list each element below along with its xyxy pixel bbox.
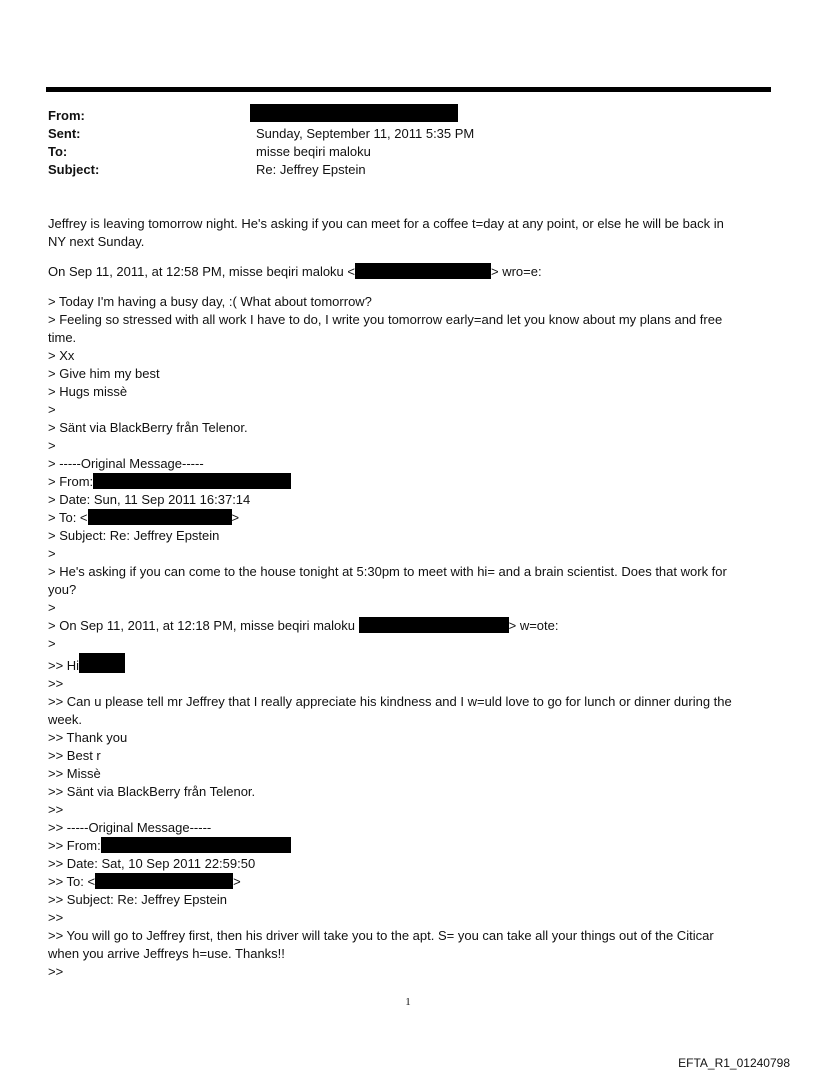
body-line: > Xx — [48, 348, 75, 363]
body-line: >> Date: Sat, 10 Sep 2011 22:59:50 — [48, 856, 256, 871]
body-line: > — [48, 438, 56, 453]
body-line: > From: — [48, 473, 768, 491]
body-line: Jeffrey is leaving tomorrow night. He's asking if you can meet for a coffee t=day at any point, or else he will be back in — [48, 216, 724, 231]
body-line: NY next Sunday. — [48, 234, 145, 249]
body-line: >> You will go to Jeffrey first, then his driver will take you to the apt. S= you can take all your things out of the Citicar — [48, 928, 714, 943]
body-line: > — [48, 402, 56, 417]
subject-value: Re: Jeffrey Epstein — [256, 162, 366, 177]
to-value: misse beqiri maloku — [256, 144, 371, 159]
body-line: you? — [48, 582, 77, 597]
sent-value: Sunday, September 11, 2011 5:35 PM — [256, 126, 475, 141]
redaction — [359, 617, 509, 633]
body-line: >> Thank you — [48, 730, 128, 745]
body-line: > To: < > — [48, 510, 240, 525]
body-line: >> From: — [48, 837, 768, 855]
body-line: > Date: Sun, 11 Sep 2011 16:37:14 — [48, 492, 251, 507]
body-line: >> Missè — [48, 766, 101, 781]
body-line: >> Sänt via BlackBerry från Telenor. — [48, 784, 256, 799]
body-line: week. — [48, 712, 82, 727]
body-line: >> — [48, 910, 64, 925]
body-line: > Subject: Re: Jeffrey Epstein — [48, 528, 220, 543]
sent-label: Sent: — [48, 126, 81, 141]
quoted-header-line: On Sep 11, 2011, at 12:58 PM, misse beqiri maloku < > wro=e: — [48, 264, 542, 279]
document-id: EFTA_R1_01240798 — [678, 1056, 790, 1070]
body-line: > Sänt via BlackBerry från Telenor. — [48, 420, 248, 435]
body-line: > On Sep 11, 2011, at 12:18 PM, misse beqiri maloku > w=ote: — [48, 618, 559, 633]
body-line: >> To: < > — [48, 874, 241, 889]
redaction — [355, 263, 491, 279]
body-line: > Give him my best — [48, 366, 160, 381]
body-line: > Today I'm having a busy day, :( What about tomorrow? — [48, 294, 372, 309]
body-line: time. — [48, 330, 77, 345]
body-line: >> Can u please tell mr Jeffrey that I really appreciate his kindness and I w=uld love to go for lunch or dinner during the — [48, 694, 732, 709]
body-line: > -----Original Message----- — [48, 456, 204, 471]
body-line: >> — [48, 802, 64, 817]
redaction — [93, 473, 291, 489]
body-line: >> — [48, 964, 64, 979]
email-body — [48, 215, 768, 981]
body-line: > Hugs missè — [48, 384, 128, 399]
to-label: To: — [48, 144, 68, 159]
body-line: > He's asking if you can come to the house tonight at 5:30pm to meet with hi= and a brain scientist. Does that work for — [48, 564, 727, 579]
from-label: From: — [48, 108, 85, 123]
body-line: >> Subject: Re: Jeffrey Epstein — [48, 892, 227, 907]
from-redaction — [250, 104, 458, 122]
redaction — [95, 873, 233, 889]
subject-label: Subject: — [48, 162, 100, 177]
body-line: > — [48, 600, 56, 615]
body-line: >> — [48, 676, 64, 691]
body-line: > — [48, 546, 56, 561]
top-rule — [46, 87, 771, 92]
redaction — [79, 653, 125, 673]
body-line: >> -----Original Message----- — [48, 820, 212, 835]
body-line: > Feeling so stressed with all work I have to do, I write you tomorrow early=and let you know about my plans and free — [48, 312, 723, 327]
body-line: >> Best r — [48, 748, 101, 763]
body-line: >> Hi — [48, 653, 768, 675]
redaction — [101, 837, 291, 853]
body-line: when you arrive Jeffreys h=use. Thanks!! — [48, 946, 285, 961]
page-number: 1 — [405, 996, 411, 1008]
redaction — [88, 509, 232, 525]
body-line: > — [48, 636, 56, 651]
